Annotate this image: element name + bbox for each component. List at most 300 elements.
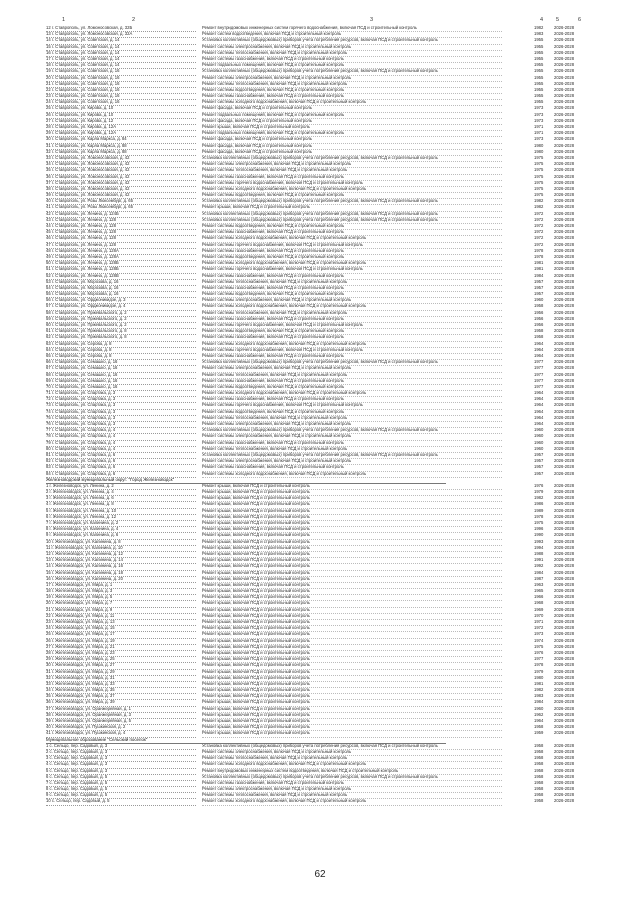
period-cell: 2026-2028 bbox=[554, 260, 575, 266]
year-cell: 1974 bbox=[534, 637, 544, 643]
work-type-cell: Ремонт системы газоснабжения, включая ПСД и строительный контроль bbox=[202, 396, 502, 403]
address-cell: 37 г. Железноводск, ул. Оранжерейная, д. 1 bbox=[46, 706, 196, 713]
year-cell: 1958 bbox=[534, 792, 544, 798]
year-cell: 1964 bbox=[534, 414, 544, 420]
year-cell: 1972 bbox=[534, 210, 544, 216]
column-number-2: 2 bbox=[132, 17, 136, 23]
work-type-cell: Ремонт крыши, включая ПСД и строительный контроль bbox=[202, 706, 502, 713]
address-cell: 15 г. Ставрополь, ул. Советская, д. 14 bbox=[46, 44, 196, 51]
period-cell: 2026-2028 bbox=[554, 402, 575, 408]
work-type-cell: Ремонт крыши, включая ПСД и строительный контроль bbox=[202, 545, 502, 552]
work-type-cell: Ремонт системы электроснабжения, включая ПСД и строительный контроль bbox=[202, 297, 502, 304]
period-cell: 2026-2028 bbox=[554, 730, 575, 736]
year-cell: 1955 bbox=[534, 80, 544, 86]
work-type-cell: Установка коллективных (общедомовых) приборов учета потребления ресурсов, включая ПСД и строительный контроль bbox=[202, 743, 502, 750]
year-cell: 1957 bbox=[534, 451, 544, 457]
address-cell: 68 г. Ставрополь, ул. Семашко, д. 16 bbox=[46, 372, 196, 379]
year-cell: 1982 bbox=[534, 495, 544, 501]
address-cell: 72 г. Ставрополь, ул. Спартака, д. 3 bbox=[46, 396, 196, 403]
period-cell: 2026-2028 bbox=[554, 705, 575, 711]
work-type-cell: Ремонт системы водоотведения, включая ПСД и строительный контроль bbox=[202, 328, 502, 335]
year-cell: 1972 bbox=[534, 241, 544, 247]
period-cell: 2026-2028 bbox=[554, 192, 575, 198]
period-cell: 2026-2028 bbox=[554, 37, 575, 43]
period-cell: 2026-2028 bbox=[554, 451, 575, 457]
work-type-cell: Ремонт системы теплоснабжения, включая ПСД и строительный контроль bbox=[202, 792, 502, 799]
period-cell: 2026-2028 bbox=[554, 798, 575, 804]
address-cell: 70 г. Ставрополь, ул. Семашко, д. 16 bbox=[46, 384, 196, 391]
address-cell: 36 г. Железноводск, ул. Мира, д. 39 bbox=[46, 699, 196, 706]
work-type-cell: Ремонт системы холодного водоснабжения, включая ПСД и строительный контроль bbox=[202, 761, 502, 768]
period-cell: 2026-2028 bbox=[554, 167, 575, 173]
address-cell: 56 г. Ставрополь, ул. Орджоникидзе, д. 3 bbox=[46, 297, 196, 304]
column-number-1: 1 bbox=[62, 17, 66, 23]
year-cell: 1955 bbox=[534, 37, 544, 43]
period-cell: 2026-2028 bbox=[554, 575, 575, 581]
year-cell: 1975 bbox=[534, 179, 544, 185]
period-cell: 2026-2028 bbox=[554, 538, 575, 544]
address-cell: 1 с. Сельцо, пер. Садовый, д. 3 bbox=[46, 743, 196, 750]
period-cell: 2026-2028 bbox=[554, 619, 575, 624]
period-cell: 2026-2028 bbox=[554, 68, 575, 74]
address-cell: 26 г. Железноводск, ул. Мира, д. 19 bbox=[46, 638, 196, 645]
address-cell: 77 г. Ставрополь, ул. Спартака, д. 4 bbox=[46, 427, 196, 434]
year-cell: 1955 bbox=[534, 86, 544, 92]
year-cell: 1972 bbox=[534, 216, 544, 222]
period-cell: 2026-2028 bbox=[554, 544, 575, 550]
year-cell: 1957 bbox=[534, 470, 544, 476]
work-type-cell: Ремонт системы электроснабжения, включая ПСД и строительный контроль bbox=[202, 421, 502, 428]
period-cell: 2026-2028 bbox=[554, 569, 575, 575]
work-type-cell: Ремонт подвальных помещений, включая ПСД и строительный контроль bbox=[202, 130, 502, 137]
year-cell: 1960 bbox=[534, 445, 544, 451]
year-cell: 1976 bbox=[534, 649, 544, 655]
work-type-cell: Ремонт системы газоснабжения, включая ПСД и строительный контроль bbox=[202, 174, 502, 181]
year-cell: 1973 bbox=[534, 136, 544, 142]
work-type-cell: Ремонт крыши, включая ПСД и строительный контроль bbox=[202, 625, 502, 632]
period-cell: 2026-2028 bbox=[554, 773, 575, 779]
period-cell: 2026-2028 bbox=[554, 656, 575, 662]
year-cell: 1982 bbox=[534, 204, 544, 210]
period-cell: 2026-2028 bbox=[554, 105, 575, 111]
year-cell: 1958 bbox=[534, 334, 544, 340]
year-cell: 1992 bbox=[534, 563, 544, 569]
work-type-cell: Ремонт системы холодного водоснабжения, включая ПСД и строительный контроль bbox=[202, 798, 502, 805]
period-cell: 2026-2028 bbox=[554, 117, 575, 123]
year-cell: 1958 bbox=[534, 328, 544, 334]
address-cell: 35 г. Железноводск, ул. Мира, д. 37 bbox=[46, 693, 196, 700]
work-type-cell: Ремонт системы газоснабжения, включая ПСД и строительный контроль bbox=[202, 285, 502, 292]
address-cell: 51 г. Ставрополь, ул. Ленина, д. 128Б bbox=[46, 266, 196, 273]
address-cell: 16 г. Железноводск, ул. Калинина, д. 20 bbox=[46, 576, 196, 583]
address-cell: 76 г. Ставрополь, ул. Спартака, д. 3 bbox=[46, 421, 196, 428]
address-cell: 55 г. Ставрополь, ул. Морозова, д. 16 bbox=[46, 291, 196, 298]
address-cell: 54 г. Ставрополь, ул. Морозова, д. 16 bbox=[46, 285, 196, 292]
work-type-cell: Установка коллективных (общедомовых) приборов учета потребления ресурсов, включая ПСД и строительный контроль bbox=[202, 774, 502, 781]
address-cell: 6 г. Железноводск, ул. Ленина, д. 12 bbox=[46, 514, 196, 521]
year-cell: 1980 bbox=[534, 142, 544, 148]
year-cell: 1984 bbox=[534, 699, 544, 705]
work-type-cell: Ремонт крыши, включая ПСД и строительный контроль bbox=[202, 718, 502, 725]
period-cell: 2026-2028 bbox=[554, 241, 575, 247]
work-type-cell: Ремонт крыши, включая ПСД и строительный контроль bbox=[202, 514, 502, 521]
period-cell: 2026-2028 bbox=[554, 699, 575, 705]
address-cell: 60 г. Ставрополь, ул. Пржевальского, д. 2 bbox=[46, 322, 196, 329]
year-cell: 1971 bbox=[534, 130, 544, 136]
address-cell: 21 г. Железноводск, ул. Мира, д. 9 bbox=[46, 607, 196, 614]
address-cell: 69 г. Ставрополь, ул. Семашко, д. 16 bbox=[46, 378, 196, 385]
work-type-cell: Ремонт системы теплоснабжения, включая ПСД и строительный контроль bbox=[202, 446, 502, 453]
address-cell: 30 г. Ставрополь, ул. Карла Маркса, д. 84 bbox=[46, 136, 196, 143]
work-type-cell: Ремонт крыши, включая ПСД и строительный контроль bbox=[202, 204, 502, 211]
year-cell: 1960 bbox=[534, 433, 544, 439]
address-cell: 62 г. Ставрополь, ул. Пржевальского, д. 8 bbox=[46, 334, 196, 341]
address-cell: 10 г. Железноводск, ул. Калинина, д. 8 bbox=[46, 539, 196, 546]
year-cell: 1978 bbox=[534, 662, 544, 668]
year-cell: 1977 bbox=[534, 383, 544, 389]
period-cell: 2026-2028 bbox=[554, 309, 575, 315]
work-type-cell: Установка коллективных (общедомовых) приборов учета потребления ресурсов, включая ПСД и строительный контроль bbox=[202, 427, 502, 434]
address-cell: 38 г. Ставрополь, ул. Ломоносовская, д. 42 bbox=[46, 186, 196, 193]
work-type-cell: Ремонт крыши, включая ПСД и строительный контроль bbox=[202, 613, 502, 620]
work-type-cell: Ремонт системы электроснабжения, включая ПСД и строительный контроль bbox=[202, 161, 502, 168]
period-cell: 2026-2028 bbox=[554, 520, 575, 525]
work-type-cell: Ремонт фасада, включая ПСД и строительный контроль bbox=[202, 143, 502, 150]
year-cell: 1973 bbox=[534, 631, 544, 637]
year-cell: 1956 bbox=[534, 322, 544, 327]
work-type-cell: Ремонт крыши, включая ПСД и строительный контроль bbox=[202, 551, 502, 558]
address-cell: 13 г. Ставрополь, ул. Ломоносовская, д. 32А bbox=[46, 31, 196, 38]
year-cell: 1958 bbox=[534, 761, 544, 767]
work-type-cell: Установка коллективных (общедомовых) приборов учета потребления ресурсов, включая ПСД и строительный контроль bbox=[202, 217, 502, 224]
address-cell: 74 г. Ставрополь, ул. Спартака, д. 3 bbox=[46, 409, 196, 416]
year-cell: 1986 bbox=[534, 501, 544, 507]
period-cell: 2026-2028 bbox=[554, 43, 575, 49]
address-cell: 19 г. Ставрополь, ул. Советская, д. 16 bbox=[46, 68, 196, 75]
address-cell: 7 с. Сельцо, пер. Садовый, д. 5 bbox=[46, 780, 196, 787]
year-cell: 1983 bbox=[534, 31, 544, 37]
work-type-cell: Ремонт системы водоотведения, включая ПСД и строительный контроль bbox=[202, 384, 502, 391]
period-cell: 2026-2028 bbox=[554, 662, 575, 668]
address-cell: 28 г. Ставрополь, ул. Кирова, д. 12А bbox=[46, 124, 196, 131]
period-cell: 2026-2028 bbox=[554, 470, 575, 476]
period-cell: 2026-2028 bbox=[554, 223, 575, 228]
period-cell: 2026-2028 bbox=[554, 340, 575, 346]
period-cell: 2026-2028 bbox=[554, 748, 575, 754]
address-cell: 2 г. Железноводск, ул. Ленина, д. 4 bbox=[46, 489, 196, 496]
year-cell: 1996 bbox=[534, 526, 544, 532]
address-cell: 82 г. Ставрополь, ул. Спартака, д. 6 bbox=[46, 458, 196, 465]
address-cell: 24 г. Ставрополь, ул. Советская, д. 16 bbox=[46, 99, 196, 106]
address-cell: 28 г. Железноводск, ул. Мира, д. 23 bbox=[46, 650, 196, 657]
work-type-cell: Ремонт крыши, включая ПСД и строительный контроль bbox=[202, 675, 502, 682]
work-type-cell: Ремонт крыши, включая ПСД и строительный контроль bbox=[202, 582, 502, 589]
period-cell: 2026-2028 bbox=[554, 204, 575, 210]
period-cell: 2026-2028 bbox=[554, 179, 575, 185]
work-type-cell: Ремонт крыши, включая ПСД и строительный контроль bbox=[202, 638, 502, 645]
work-type-cell: Ремонт системы электроснабжения, включая ПСД и строительный контроль bbox=[202, 433, 502, 440]
period-cell: 2026-2028 bbox=[554, 421, 575, 426]
period-cell: 2026-2028 bbox=[554, 755, 575, 761]
work-type-cell: Ремонт крыши, включая ПСД и строительный контроль bbox=[202, 539, 502, 546]
work-type-cell: Ремонт системы горячего водоснабжения, включая ПСД и строительный контроль bbox=[202, 402, 502, 409]
year-cell: 1972 bbox=[534, 229, 544, 235]
work-type-cell: Ремонт системы холодного водоснабжения, включая ПСД и строительный контроль bbox=[202, 390, 502, 397]
address-cell: 9 с. Сельцо, пер. Садовый, д. 5 bbox=[46, 792, 196, 799]
address-cell: 12 г. Ставрополь, ул. Ломоносовская, д. 32Б bbox=[46, 25, 196, 32]
year-cell: 1957 bbox=[534, 458, 544, 464]
year-cell: 1965 bbox=[534, 588, 544, 594]
address-cell: 30 г. Железноводск, ул. Мира, д. 27 bbox=[46, 662, 196, 669]
period-cell: 2026-2028 bbox=[554, 464, 575, 470]
period-cell: 2026-2028 bbox=[554, 668, 575, 674]
address-cell: 63 г. Ставрополь, ул. Серова, д. 8 bbox=[46, 341, 196, 348]
period-cell: 2026-2028 bbox=[554, 377, 575, 383]
period-cell: 2026-2028 bbox=[554, 711, 575, 717]
address-cell: 67 г. Ставрополь, ул. Семашко, д. 16 bbox=[46, 365, 196, 372]
period-cell: 2026-2028 bbox=[554, 93, 575, 99]
period-cell: 2026-2028 bbox=[554, 111, 575, 117]
work-type-cell: Ремонт системы газоснабжения, включая ПСД и строительный контроль bbox=[202, 248, 502, 255]
year-cell: 1957 bbox=[534, 278, 544, 284]
year-cell: 1978 bbox=[534, 513, 544, 519]
work-type-cell: Ремонт системы холодного водоснабжения, включая ПСД и строительный контроль bbox=[202, 341, 502, 348]
address-cell: 58 г. Ставрополь, ул. Пржевальского, д. 2 bbox=[46, 310, 196, 317]
period-cell: 2026-2028 bbox=[554, 278, 575, 284]
work-type-cell: Установка коллективных (общедомовых) приборов учета потребления ресурсов, включая ПСД и строительный контроль bbox=[202, 37, 502, 44]
work-type-cell: Ремонт крыши, включая ПСД и строительный контроль bbox=[202, 681, 502, 688]
year-cell: 1962 bbox=[534, 711, 544, 717]
work-type-cell: Ремонт крыши, включая ПСД и строительный контроль bbox=[202, 712, 502, 719]
period-cell: 2026-2028 bbox=[554, 130, 575, 136]
period-cell: 2026-2028 bbox=[554, 346, 575, 352]
work-type-cell: Ремонт системы электроснабжения, включая ПСД и строительный контроль bbox=[202, 44, 502, 51]
work-type-cell: Ремонт системы электроснабжения, включая ПСД и строительный контроль bbox=[202, 749, 502, 756]
period-cell: 2026-2028 bbox=[554, 62, 575, 68]
work-type-cell: Ремонт крыши, включая ПСД и строительный контроль bbox=[202, 644, 502, 651]
period-cell: 2026-2028 bbox=[554, 631, 575, 637]
period-cell: 2026-2028 bbox=[554, 266, 575, 272]
page-number: 62 bbox=[314, 869, 326, 880]
address-cell: 59 г. Ставрополь, ул. Пржевальского, д. 2 bbox=[46, 316, 196, 323]
work-type-cell: Ремонт системы газоснабжения, включая ПСД и строительный контроль bbox=[202, 440, 502, 447]
work-type-cell: Ремонт крыши, включая ПСД и строительный контроль bbox=[202, 594, 502, 601]
year-cell: 1955 bbox=[534, 49, 544, 55]
year-cell: 1958 bbox=[534, 755, 544, 761]
period-cell: 2026-2028 bbox=[554, 216, 575, 222]
work-type-cell: Ремонт фасада, включая ПСД и строительный контроль bbox=[202, 118, 502, 125]
period-cell: 2026-2028 bbox=[554, 606, 575, 612]
address-cell: 16 г. Ставрополь, ул. Советская, д. 14 bbox=[46, 50, 196, 57]
work-type-cell: Ремонт системы холодного водоснабжения, включая ПСД и строительный контроль bbox=[202, 471, 502, 478]
address-cell: 15 г. Железноводск, ул. Калинина, д. 18 bbox=[46, 570, 196, 577]
work-type-cell: Ремонт крыши, включая ПСД и строительный контроль bbox=[202, 489, 502, 496]
address-cell: 27 г. Железноводск, ул. Мира, д. 21 bbox=[46, 644, 196, 651]
period-cell: 2026-2028 bbox=[554, 383, 575, 389]
period-cell: 2026-2028 bbox=[554, 31, 575, 37]
year-cell: 1977 bbox=[534, 371, 544, 377]
period-cell: 2026-2028 bbox=[554, 235, 575, 241]
period-cell: 2026-2028 bbox=[554, 229, 575, 235]
year-cell: 1978 bbox=[534, 253, 544, 259]
work-type-cell: Установка коллективных (общедомовых) приборов учета потребления ресурсов, включая ПСД и строительный контроль bbox=[202, 211, 502, 218]
year-cell: 1975 bbox=[534, 192, 544, 198]
period-cell: 2026-2028 bbox=[554, 600, 575, 606]
work-type-cell: Ремонт подвальных помещений, включая ПСД и строительный контроль bbox=[202, 62, 502, 69]
year-cell: 1964 bbox=[534, 718, 544, 723]
address-cell: 3 с. Сельцо, пер. Садовый, д. 3 bbox=[46, 755, 196, 762]
work-type-cell: Ремонт крыши, включая ПСД и строительный контроль bbox=[202, 570, 502, 577]
work-type-cell: Ремонт крыши, включая ПСД и строительный контроль bbox=[202, 607, 502, 614]
year-cell: 1977 bbox=[534, 377, 544, 383]
year-cell: 1975 bbox=[534, 185, 544, 191]
period-cell: 2026-2028 bbox=[554, 742, 575, 748]
work-type-cell: Ремонт системы электроснабжения, включая ПСД и строительный контроль bbox=[202, 786, 502, 793]
period-cell: 2026-2028 bbox=[554, 136, 575, 142]
period-cell: 2026-2028 bbox=[554, 786, 575, 792]
address-cell: 37 г. Ставрополь, ул. Ломоносовская, д. 42 bbox=[46, 180, 196, 187]
address-cell: 47 г. Ставрополь, ул. Ленина, д. 128 bbox=[46, 242, 196, 249]
repair-program-table bbox=[46, 25, 606, 805]
period-cell: 2026-2028 bbox=[554, 86, 575, 92]
year-cell: 1958 bbox=[534, 767, 544, 773]
year-cell: 1958 bbox=[534, 303, 544, 309]
work-type-cell: Ремонт крыши, включая ПСД и строительный контроль bbox=[202, 124, 502, 131]
table-row bbox=[46, 798, 606, 804]
period-cell: 2026-2028 bbox=[554, 414, 575, 420]
period-cell: 2026-2028 bbox=[554, 55, 575, 61]
address-cell: 25 г. Железноводск, ул. Мира, д. 17 bbox=[46, 631, 196, 638]
address-cell: 43 г. Ставрополь, ул. Ленина, д. 128 bbox=[46, 217, 196, 224]
work-type-cell: Ремонт системы холодного водоснабжения, включая ПСД и строительный контроль bbox=[202, 99, 502, 106]
period-cell: 2026-2028 bbox=[554, 501, 575, 507]
year-cell: 1983 bbox=[534, 693, 544, 699]
work-type-cell: Ремонт крыши, включая ПСД и строительный контроль bbox=[202, 588, 502, 595]
work-type-cell: Ремонт системы газоснабжения, включая ПСД и строительный контроль bbox=[202, 316, 502, 323]
period-cell: 2026-2028 bbox=[554, 359, 575, 365]
period-cell: 2026-2028 bbox=[554, 687, 575, 693]
address-cell: 57 г. Ставрополь, ул. Орджоникидзе, д. 4 bbox=[46, 303, 196, 310]
period-cell: 2026-2028 bbox=[554, 322, 575, 327]
work-type-cell: Ремонт крыши, включая ПСД и строительный контроль bbox=[202, 669, 502, 676]
address-cell: 10 с. Сельцо, пер. Садовый, д. 5 bbox=[46, 798, 196, 805]
work-type-cell: Ремонт фасада, включая ПСД и строительный контроль bbox=[202, 105, 502, 112]
work-type-cell: Ремонт системы горячего водоснабжения, включая ПСД и строительный контроль bbox=[202, 322, 502, 329]
column-number-3: 3 bbox=[370, 17, 374, 23]
work-type-cell: Ремонт системы водоотведения, включая ПСД и строительный контроль bbox=[202, 192, 502, 199]
work-type-cell: Ремонт крыши, включая ПСД и строительный контроль bbox=[202, 724, 502, 731]
address-cell: 22 г. Ставрополь, ул. Советская, д. 16 bbox=[46, 87, 196, 94]
address-cell: 75 г. Ставрополь, ул. Спартака, д. 3 bbox=[46, 415, 196, 422]
address-cell: 38 г. Железноводск, ул. Оранжерейная, д. 3 bbox=[46, 712, 196, 719]
address-cell: 17 г. Ставрополь, ул. Советская, д. 14 bbox=[46, 56, 196, 63]
period-cell: 2026-2028 bbox=[554, 513, 575, 519]
address-cell: 39 г. Ставрополь, ул. Ломоносовская, д. 42 bbox=[46, 192, 196, 199]
work-type-cell: Ремонт фасада, включая ПСД и строительный контроль bbox=[202, 136, 502, 143]
period-cell: 2026-2028 bbox=[554, 328, 575, 334]
address-cell: 23 г. Железноводск, ул. Мира, д. 13 bbox=[46, 619, 196, 626]
period-cell: 2026-2028 bbox=[554, 396, 575, 402]
work-type-cell: Ремонт системы горячего водоснабжения, включая ПСД и строительный контроль bbox=[202, 266, 502, 273]
period-cell: 2026-2028 bbox=[554, 25, 575, 30]
address-cell: 53 г. Ставрополь, ул. Морозова, д. 16 bbox=[46, 279, 196, 286]
year-cell: 1975 bbox=[534, 520, 544, 525]
work-type-cell: Ремонт крыши, включая ПСД и строительный контроль bbox=[202, 520, 502, 527]
work-type-cell: Ремонт крыши, включая ПСД и строительный контроль bbox=[202, 532, 502, 539]
address-cell: 11 г. Железноводск, ул. Калинина, д. 10 bbox=[46, 545, 196, 552]
year-cell: 1964 bbox=[534, 396, 544, 402]
address-cell: 18 г. Ставрополь, ул. Советская, д. 14 bbox=[46, 62, 196, 69]
year-cell: 1982 bbox=[534, 687, 544, 693]
period-cell: 2026-2028 bbox=[554, 779, 575, 785]
column-number-4: 4 bbox=[540, 17, 544, 23]
work-type-cell: Ремонт крыши, включая ПСД и строительный контроль bbox=[202, 662, 502, 669]
work-type-cell: Ремонт системы газоснабжения, включая ПСД и строительный контроль bbox=[202, 56, 502, 63]
address-cell: 21 г. Ставрополь, ул. Советская, д. 16 bbox=[46, 81, 196, 88]
year-cell: 1955 bbox=[534, 74, 544, 80]
work-type-cell: Ремонт системы электроснабжения, включая ПСД и строительный контроль bbox=[202, 458, 502, 465]
address-cell: 1 г. Железноводск, ул. Ленина, д. 2 bbox=[46, 483, 196, 490]
work-type-cell: Ремонт внутридомовых инженерных систем водоотведения, включая ПСД и строительный контроль bbox=[202, 768, 502, 775]
work-type-cell: Ремонт системы теплоснабжения, включая ПСД и строительный контроль bbox=[202, 81, 502, 88]
address-cell: 8 г. Железноводск, ул. Калинина, д. 4 bbox=[46, 526, 196, 533]
period-cell: 2026-2028 bbox=[554, 532, 575, 538]
year-cell: 1982 bbox=[534, 198, 544, 204]
work-type-cell: Ремонт системы теплоснабжения, включая ПСД и строительный контроль bbox=[202, 372, 502, 379]
address-cell: 18 г. Железноводск, ул. Мира, д. 3 bbox=[46, 588, 196, 595]
work-type-cell: Ремонт системы теплоснабжения, включая ПСД и строительный контроль bbox=[202, 167, 502, 174]
period-cell: 2026-2028 bbox=[554, 427, 575, 433]
address-cell: 23 г. Ставрополь, ул. Советская, д. 16 bbox=[46, 93, 196, 100]
address-cell: 41 г. Ставрополь, ул. Розы Люксембург, д. 65 bbox=[46, 204, 196, 211]
address-cell: 31 г. Железноводск, ул. Мира, д. 29 bbox=[46, 669, 196, 676]
address-cell: 33 г. Ставрополь, ул. Ломоносовская, д. 42 bbox=[46, 155, 196, 162]
work-type-cell: Ремонт системы газоснабжения, включая ПСД и строительный контроль bbox=[202, 93, 502, 100]
address-cell: 13 г. Железноводск, ул. Калинина, д. 14 bbox=[46, 557, 196, 564]
year-cell: 1960 bbox=[534, 439, 544, 445]
work-type-cell: Ремонт системы горячего водоснабжения, включая ПСД и строительный контроль bbox=[202, 242, 502, 249]
work-type-cell: Ремонт крыши, включая ПСД и строительный контроль bbox=[202, 687, 502, 694]
work-type-cell: Установка коллективных (общедомовых) приборов учета потребления ресурсов, включая ПСД и строительный контроль bbox=[202, 452, 502, 459]
period-cell: 2026-2028 bbox=[554, 693, 575, 699]
period-cell: 2026-2028 bbox=[554, 154, 575, 160]
address-cell: 80 г. Ставрополь, ул. Спартака, д. 4 bbox=[46, 446, 196, 453]
year-cell: 1971 bbox=[534, 124, 544, 129]
work-type-cell: Ремонт системы теплоснабжения, включая ПСД и строительный контроль bbox=[202, 755, 502, 762]
year-cell: 1964 bbox=[534, 402, 544, 408]
period-cell: 2026-2028 bbox=[554, 185, 575, 191]
address-cell: 22 г. Железноводск, ул. Мира, д. 11 bbox=[46, 613, 196, 620]
address-cell: 8 с. Сельцо, пер. Садовый, д. 5 bbox=[46, 786, 196, 793]
address-cell: 65 г. Ставрополь, ул. Серова, д. 8 bbox=[46, 353, 196, 360]
address-cell: 12 г. Железноводск, ул. Калинина, д. 12 bbox=[46, 551, 196, 558]
year-cell: 1987 bbox=[534, 575, 544, 581]
period-cell: 2026-2028 bbox=[554, 49, 575, 55]
year-cell: 1955 bbox=[534, 55, 544, 61]
address-cell: 35 г. Ставрополь, ул. Ломоносовская, д. 42 bbox=[46, 167, 196, 174]
address-cell: 29 г. Ставрополь, ул. Кирова, д. 12А bbox=[46, 130, 196, 137]
work-type-cell: Ремонт системы холодного водоснабжения, включая ПСД и строительный контроль bbox=[202, 235, 502, 242]
period-cell: 2026-2028 bbox=[554, 674, 575, 680]
year-cell: 1973 bbox=[534, 111, 544, 117]
address-cell: 29 г. Железноводск, ул. Мира, д. 25 bbox=[46, 656, 196, 663]
address-cell: 49 г. Ставрополь, ул. Ленина, д. 128А bbox=[46, 254, 196, 261]
work-type-cell: Ремонт подвальных помещений, включая ПСД и строительный контроль bbox=[202, 112, 502, 119]
work-type-cell: Ремонт крыши, включая ПСД и строительный контроль bbox=[202, 563, 502, 570]
section-title: Муниципальное образование "Сельский поселок" bbox=[46, 737, 446, 744]
year-cell: 1976 bbox=[534, 482, 544, 488]
year-cell: 1957 bbox=[534, 464, 544, 470]
